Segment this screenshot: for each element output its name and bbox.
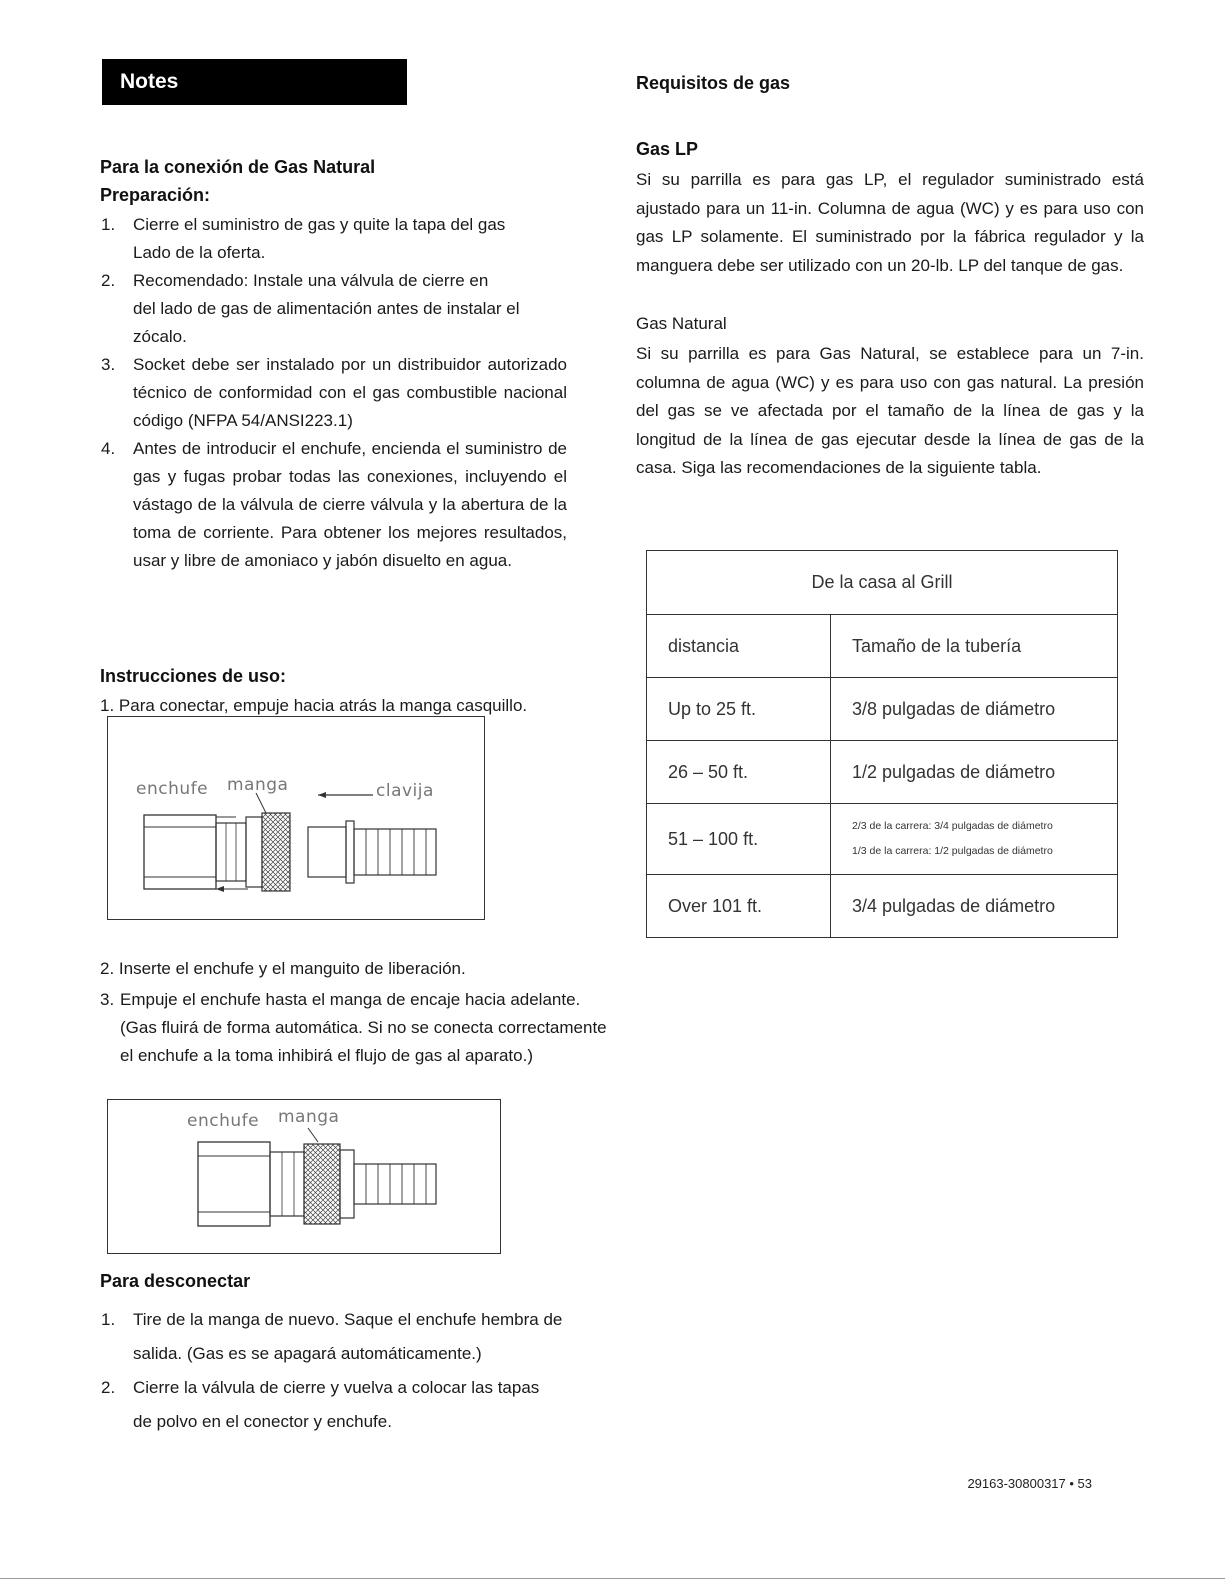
table-row	[647, 678, 1118, 741]
figure-label-sleeve: manga	[278, 1107, 340, 1127]
lp-gas-text: Si su parrilla es para gas LP, el regulador suministrado está ajustado para un 11-in. Columna de agua (WC) y es para uso con gas LP solamente. El suministrado por la fábrica regulador y la manguera debe ser utilizado con un 20-lb. LP del tanque de gas.	[636, 170, 1144, 275]
prep-item-number: 4.	[101, 439, 116, 458]
use-step-3-line: Empuje el enchufe hasta el manga de encaje hacia adelante.	[120, 990, 581, 1009]
notes-banner: Notes	[102, 59, 407, 105]
pipe-size-cell: 1/2 pulgadas de diámetro	[831, 741, 1118, 804]
page-bottom-rule	[0, 1578, 1225, 1579]
figure-label-pin: clavija	[376, 781, 434, 801]
column-header-pipe-size: Tamaño de la tubería	[831, 615, 1118, 678]
disconnect-item-2	[101, 1371, 621, 1439]
prep-item-number: 1.	[101, 215, 116, 234]
pipe-size-cell: 3/8 pulgadas de diámetro	[831, 678, 1118, 741]
prep-item-1	[101, 211, 567, 267]
prep-item-line: Lado de la oferta.	[133, 243, 266, 262]
distance-cell: Over 101 ft.	[647, 875, 831, 938]
connector-figure-connected	[107, 1099, 501, 1254]
disconnect-item-line: Tire de la manga de nuevo. Saque el enchufe hembra de	[133, 1310, 563, 1329]
prep-item-2	[101, 267, 567, 351]
use-step-2: 2. Inserte el enchufe y el manguito de liberación.	[100, 959, 466, 978]
disconnect-item-1	[101, 1303, 621, 1371]
prep-item-line: zócalo.	[133, 327, 187, 346]
table-row	[647, 875, 1118, 938]
column-header-distance: distancia	[647, 615, 831, 678]
figure-label-plug: enchufe	[136, 779, 209, 799]
gas-requirements-heading: Requisitos de gas	[636, 73, 791, 93]
prep-item-text: Antes de introducir el enchufe, encienda el suministro de gas y fugas probar todas las conexiones, incluyendo el vástago de la válvula de cierre válvula y la abertura de la toma de corriente. Para obtener los mejores resultados, usar y libre de amoniaco y jabón disuelto en agua.	[133, 439, 567, 570]
pipe-size-table	[646, 550, 1118, 938]
natural-gas-text: Si su parrilla es para Gas Natural, se establece para un 7-in. columna de agua (WC) y es para uso con gas natural. La presión del gas se ve afectada por el tamaño de la línea de gas y la longitud de la línea de gas ejecutar desde la línea de gas de la casa. Siga las recomendaciones de la siguiente tabla.	[636, 344, 1144, 477]
connector-figure-disconnected	[107, 716, 485, 920]
connection-heading: Para la conexión de Gas Natural	[100, 157, 376, 177]
pipe-size-cell: 3/4 pulgadas de diámetro	[831, 875, 1118, 938]
use-instructions-heading: Instrucciones de uso:	[100, 666, 287, 686]
preparation-list	[101, 211, 567, 575]
pipe-size-line: 2/3 de la carrera: 3/4 pulgadas de diámetro	[852, 820, 1053, 832]
pipe-size-line: 1/3 de la carrera: 1/2 pulgadas de diámetro	[852, 845, 1053, 857]
figure-label-plug: enchufe	[187, 1111, 260, 1131]
distance-cell: Up to 25 ft.	[647, 678, 831, 741]
pipe-size-cell	[831, 804, 1118, 875]
table-title: De la casa al Grill	[647, 551, 1118, 615]
table-title-row	[647, 551, 1118, 615]
table-row	[647, 741, 1118, 804]
prep-item-line: Recomendado: Instale una válvula de cierre en	[133, 271, 489, 290]
prep-item-4	[101, 435, 567, 575]
distance-cell: 26 – 50 ft.	[647, 741, 831, 804]
prep-item-line: del lado de gas de alimentación antes de instalar el	[133, 299, 520, 318]
disconnect-item-line: Cierre la válvula de cierre y vuelva a colocar las tapas	[133, 1378, 540, 1397]
table-header-row	[647, 615, 1118, 678]
prep-item-text: Socket debe ser instalado por un distribuidor autorizado técnico de conformidad con el gas combustible nacional código (NFPA 54/ANSI223.1)	[133, 355, 567, 430]
prep-item-number: 2.	[101, 271, 116, 290]
disconnect-item-number: 2.	[101, 1378, 116, 1397]
use-step-3	[100, 986, 660, 1070]
page-footer: 29163-30800317 • 53	[967, 1476, 1092, 1491]
disconnect-item-number: 1.	[101, 1310, 116, 1329]
natural-gas-heading: Gas Natural	[636, 314, 727, 333]
quick-connect-drawing	[108, 1100, 500, 1253]
disconnect-list	[101, 1303, 621, 1439]
disconnect-item-line: salida. (Gas es se apagará automáticamente.)	[133, 1344, 482, 1363]
use-step-3-line: el enchufe a la toma inhibirá el flujo de gas al aparato.)	[120, 1046, 533, 1065]
disconnect-heading: Para desconectar	[100, 1271, 251, 1291]
use-step-1: 1. Para conectar, empuje hacia atrás la manga casquillo.	[100, 696, 528, 715]
prep-item-line: Cierre el suministro de gas y quite la tapa del gas	[133, 215, 506, 234]
quick-connect-drawing	[108, 717, 484, 919]
use-step-3-line: (Gas fluirá de forma automática. Si no se conecta correctamente	[120, 1018, 607, 1037]
disconnect-item-line: de polvo en el conector y enchufe.	[133, 1412, 392, 1431]
lp-gas-heading: Gas LP	[636, 139, 699, 159]
figure-label-sleeve: manga	[227, 775, 289, 795]
distance-cell: 51 – 100 ft.	[647, 804, 831, 875]
table-row	[647, 804, 1118, 875]
prep-item-number: 3.	[101, 355, 116, 374]
preparation-heading: Preparación:	[100, 185, 211, 205]
prep-item-3	[101, 351, 567, 435]
use-step-3-number: 3.	[100, 990, 115, 1009]
